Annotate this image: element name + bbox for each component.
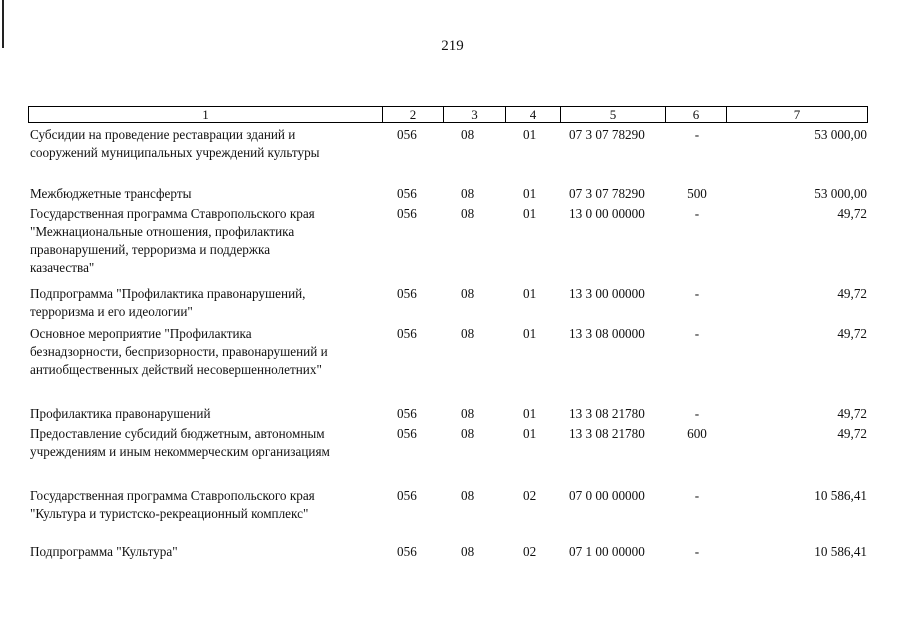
description-line: Государственная программа Ставропольского края <box>30 488 315 503</box>
description-line: Государственная программа Ставропольского края <box>30 206 315 221</box>
row-description <box>30 425 385 461</box>
expense-type-code: 600 <box>687 426 707 441</box>
description-line: Предоставление субсидий бюджетным, автономным <box>30 426 325 441</box>
header-col-5: 5 <box>560 107 665 122</box>
description-line: Основное мероприятие "Профилактика <box>30 326 252 341</box>
row-description <box>30 185 385 203</box>
description-line: Подпрограмма "Культура" <box>30 544 178 559</box>
description-line: терроризма и его идеологии" <box>30 304 193 319</box>
target-article-code: 07 3 07 78290 <box>569 127 645 142</box>
header-col-7: 7 <box>726 107 867 122</box>
section-code: 08 <box>461 206 475 221</box>
ministry-code: 056 <box>397 406 417 421</box>
ministry-code: 056 <box>397 488 417 503</box>
expense-type-code: - <box>694 206 700 221</box>
description-line: Межбюджетные трансферты <box>30 186 192 201</box>
subsection-code: 01 <box>523 286 537 301</box>
section-code: 08 <box>461 544 475 559</box>
section-code: 08 <box>461 127 475 142</box>
row-description <box>30 205 385 277</box>
subsection-code: 02 <box>523 488 537 503</box>
amount: 49,72 <box>837 206 867 221</box>
target-article-code: 07 0 00 00000 <box>569 488 645 503</box>
row-description <box>30 487 385 523</box>
expense-type-code: - <box>694 286 700 301</box>
section-code: 08 <box>461 406 475 421</box>
description-line: Профилактика правонарушений <box>30 406 211 421</box>
subsection-code: 01 <box>523 206 537 221</box>
description-line: учреждениям и иным некоммерческим организациям <box>30 444 330 459</box>
subsection-code: 01 <box>523 127 537 142</box>
subsection-code: 01 <box>523 186 537 201</box>
subsection-code: 01 <box>523 406 537 421</box>
target-article-code: 13 3 08 00000 <box>569 326 645 341</box>
header-col-6: 6 <box>665 107 726 122</box>
subsection-code: 01 <box>523 326 537 341</box>
amount: 53 000,00 <box>814 127 867 142</box>
amount: 10 586,41 <box>814 488 867 503</box>
ministry-code: 056 <box>397 127 417 142</box>
description-line: сооружений муниципальных учреждений культуры <box>30 145 320 160</box>
ministry-code: 056 <box>397 186 417 201</box>
target-article-code: 13 3 08 21780 <box>569 426 645 441</box>
amount: 49,72 <box>837 406 867 421</box>
description-line: правонарушений, терроризма и поддержка <box>30 242 271 257</box>
header-col-2: 2 <box>382 107 443 122</box>
expense-type-code: - <box>694 406 700 421</box>
amount: 10 586,41 <box>814 544 867 559</box>
row-description <box>30 543 385 561</box>
description-line: Подпрограмма "Профилактика правонарушений, <box>30 286 306 301</box>
row-description <box>30 126 385 162</box>
row-description <box>30 325 385 379</box>
ministry-code: 056 <box>397 286 417 301</box>
ministry-code: 056 <box>397 426 417 441</box>
amount: 49,72 <box>837 326 867 341</box>
subsection-code: 01 <box>523 426 537 441</box>
expense-type-code: - <box>694 326 700 341</box>
description-line: "Культура и туристско-рекреационный комплекс" <box>30 506 309 521</box>
amount: 53 000,00 <box>814 186 867 201</box>
table-header-row <box>28 106 868 123</box>
header-col-3: 3 <box>443 107 505 122</box>
section-code: 08 <box>461 326 475 341</box>
description-line: казачества" <box>30 260 95 275</box>
target-article-code: 13 0 00 00000 <box>569 206 645 221</box>
ministry-code: 056 <box>397 544 417 559</box>
amount: 49,72 <box>837 286 867 301</box>
section-code: 08 <box>461 286 475 301</box>
subsection-code: 02 <box>523 544 537 559</box>
section-code: 08 <box>461 186 475 201</box>
expense-type-code: - <box>694 127 700 142</box>
target-article-code: 13 3 08 21780 <box>569 406 645 421</box>
section-code: 08 <box>461 426 475 441</box>
ministry-code: 056 <box>397 326 417 341</box>
description-line: безнадзорности, беспризорности, правонарушений и <box>30 344 328 359</box>
target-article-code: 07 3 07 78290 <box>569 186 645 201</box>
header-col-1: 1 <box>202 107 209 122</box>
header-col-4: 4 <box>505 107 560 122</box>
expense-type-code: - <box>694 544 700 559</box>
target-article-code: 13 3 00 00000 <box>569 286 645 301</box>
target-article-code: 07 1 00 00000 <box>569 544 645 559</box>
description-line: Субсидии на проведение реставрации зданий и <box>30 127 296 142</box>
section-code: 08 <box>461 488 475 503</box>
ministry-code: 056 <box>397 206 417 221</box>
expense-type-code: 500 <box>687 186 707 201</box>
description-line: антиобщественных действий несовершеннолетних" <box>30 362 322 377</box>
row-description <box>30 285 385 321</box>
expense-type-code: - <box>694 488 700 503</box>
amount: 49,72 <box>837 426 867 441</box>
page-number: 219 <box>441 38 464 54</box>
description-line: "Межнациональные отношения, профилактика <box>30 224 295 239</box>
row-description <box>30 405 385 423</box>
